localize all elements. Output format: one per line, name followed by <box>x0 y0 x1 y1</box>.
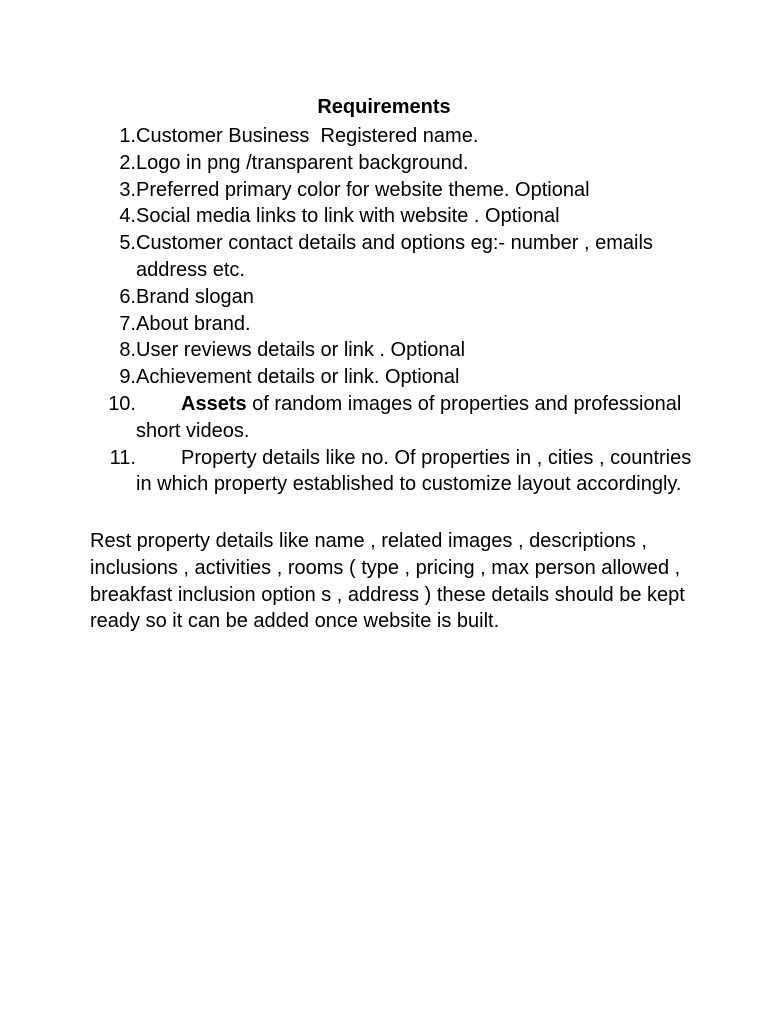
list-item-text <box>136 391 692 445</box>
list-item <box>92 311 692 338</box>
list-item <box>92 230 692 284</box>
list-item-text <box>136 445 697 499</box>
list-item-text: Logo in png /transparent background. <box>136 151 469 174</box>
list-item-number: 9. <box>119 366 136 389</box>
list-item-number: 8. <box>119 339 136 362</box>
list-item-number: 5. <box>119 232 136 255</box>
list-item <box>92 177 692 204</box>
list-item-bold-text: Assets <box>181 392 247 415</box>
list-item-rest-text: of random images of properties and professional short videos. <box>136 392 687 442</box>
list-item-text: Preferred primary color for website theme. Optional <box>136 178 590 201</box>
rest-paragraph: Rest property details like name , related images , descriptions , inclusions , activities , rooms ( type , pricing , max person allowed , breakfast inclusion option s , address ) these details should be kept ready so it can be added once website is built. <box>90 530 685 633</box>
list-item <box>92 284 692 311</box>
list-item <box>92 203 692 230</box>
list-item-number: 4. <box>119 205 136 228</box>
list-item <box>92 337 692 364</box>
list-item-text: Achievement details or link. Optional <box>136 366 460 389</box>
list-item <box>92 364 692 391</box>
list-item-text: Customer Business Registered name. <box>136 125 479 147</box>
list-item-number: 3. <box>119 178 136 201</box>
list-item-number: 2. <box>119 151 136 174</box>
list-item <box>92 391 692 445</box>
list-item-rest-text: Property details like no. Of properties in , cities , countries in which property established to customize layout accordingly. <box>136 446 697 496</box>
list-item-number: 1. <box>119 125 136 147</box>
list-item <box>92 445 697 499</box>
list-item-number: 6. <box>119 285 136 308</box>
list-item-number: 10. <box>108 392 136 415</box>
list-item-text: Social media links to link with website . Optional <box>136 205 560 228</box>
document-title: Requirements <box>317 96 451 118</box>
list-item <box>92 123 692 150</box>
list-item-text: Brand slogan <box>136 285 254 308</box>
list-item <box>92 150 692 177</box>
list-item-number: 11. <box>109 446 136 469</box>
list-item-number: 7. <box>119 312 136 335</box>
list-item-text: User reviews details or link . Optional <box>136 339 466 362</box>
requirements-list <box>92 123 697 498</box>
list-item-text: Customer contact details and options eg:- number , emails address etc. <box>136 232 659 281</box>
list-item-text: About brand. <box>136 312 251 335</box>
